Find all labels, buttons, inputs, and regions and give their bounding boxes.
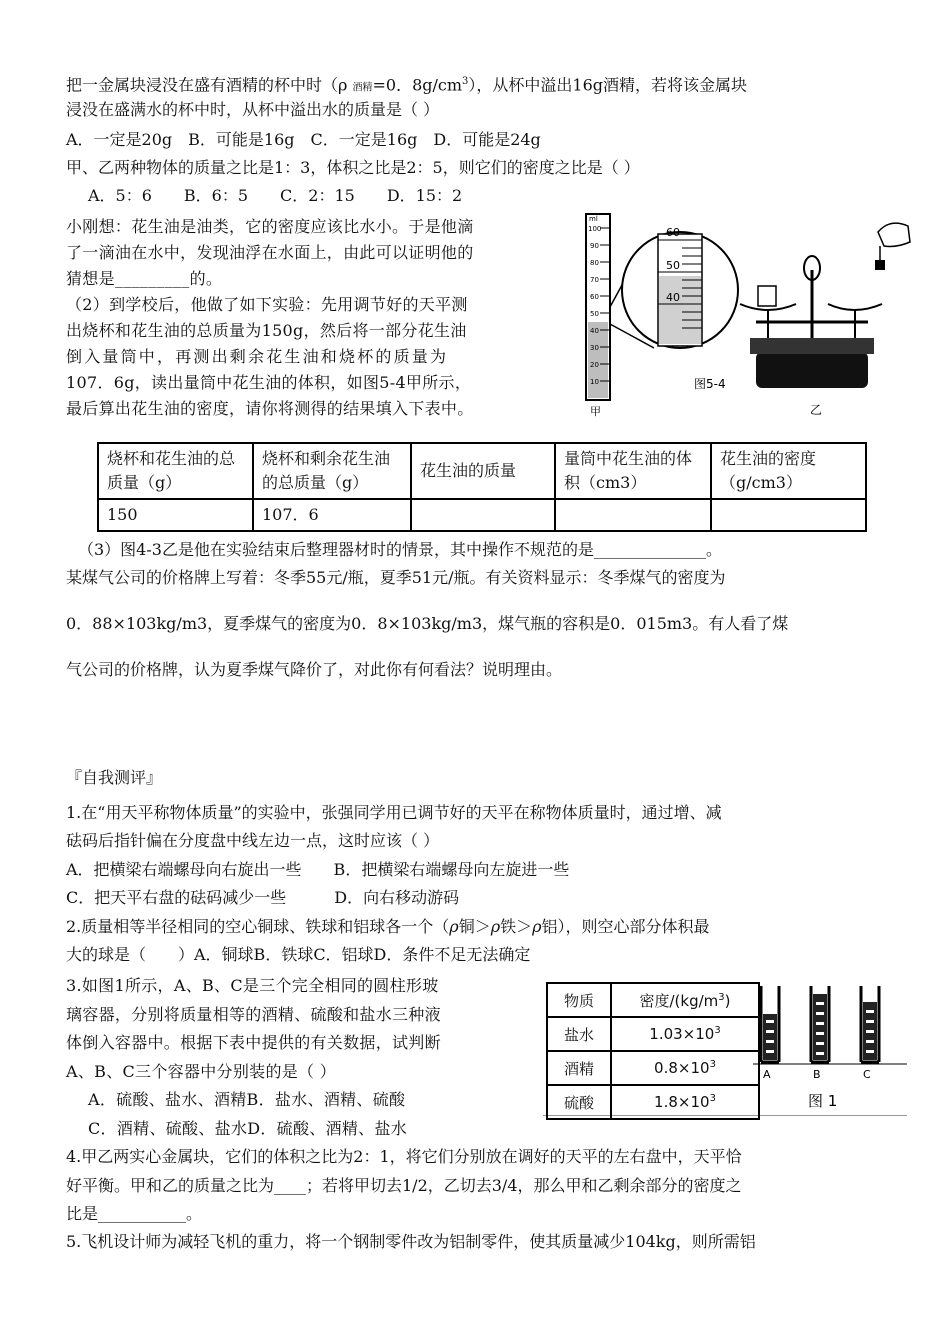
metal-question-line1 [66, 72, 747, 98]
ratio-question-stem: 甲、乙两种物体的质量之比是1：3，体积之比是2：5，则它们的密度之比是（ ） [66, 158, 640, 177]
density-header-text: 密度/(kg/m [639, 991, 719, 1010]
table-header-cell: 烧杯和剩余花生油的总质量（g） [253, 443, 411, 499]
cubic-superscript: 3 [462, 76, 469, 87]
oil-line: 小刚想：花生油是油类，它的密度应该比水小。于是他滴 [66, 217, 474, 236]
rho-symbol: ρ [490, 917, 501, 936]
density-base: 0.8×10 [654, 1059, 710, 1077]
q1-line2: 砝码后指针偏在分度盘中线左边一点，这时应该（ ） [66, 831, 440, 850]
oil-line: 最后算出花生油的密度，请你将测得的结果填入下表中。 [66, 399, 474, 418]
oil-line: 了一滴油在水中，发现油浮在水面上，由此可以证明他的 [66, 243, 474, 262]
q2-copper: 铜＞ [458, 917, 491, 936]
substance-name: 酒精 [547, 1051, 611, 1085]
density-header-substance: 物质 [547, 983, 611, 1017]
q3-line: 体倒入容器中。根据下表中提供的有关数据，试判断 [66, 1033, 441, 1052]
q2-line2: 大的球是（ ）A．铜球B．铁球C．铝球D．条件不足无法确定 [66, 945, 531, 964]
scale-label: 70 [590, 276, 599, 284]
gas-question-line: 某煤气公司的价格牌上写着：冬季55元/瓶，夏季51元/瓶。有关资料显示：冬季煤气的密度为 [66, 568, 726, 587]
oil-question-text [66, 214, 561, 422]
scale-label: 40 [590, 327, 599, 335]
oil-line: 107．6g，读出量筒中花生油的体积，如图5-4甲所示， [66, 373, 472, 392]
alcohol-subscript: 酒精 [352, 82, 373, 94]
oil-results-table [97, 442, 867, 532]
oil-part3: （3）图4-3乙是他在实验结束后整理器材时的情景，其中操作不规范的是______________。 [78, 540, 722, 559]
q5-line1: 5.飞机设计师为减轻飞机的重力，将一个钢制零件改为铝制零件，使其质量减少104kg，则所需铝 [66, 1232, 756, 1251]
answer-cell-volume[interactable] [555, 499, 711, 531]
substance-name: 盐水 [547, 1017, 611, 1051]
figure-1-caption: 图 1 [808, 1092, 838, 1110]
density-table-header [547, 983, 759, 1017]
q1-options-ab: A．把横梁右端螺母向右旋出一些 B．把横梁右端螺母向左旋进一些 [66, 860, 570, 879]
container-b [811, 986, 829, 1062]
figure-5-4-drawing [578, 212, 913, 420]
density-table [546, 982, 760, 1120]
ratio-question-options: A．5：6 B．6：5 C．2：15 D．15：2 [88, 186, 463, 205]
table-cell: 150 [98, 499, 253, 531]
density-exp: 3 [709, 1093, 716, 1104]
container-a [761, 986, 779, 1062]
table-cell: 107．6 [253, 499, 411, 531]
answer-cell-mass[interactable] [411, 499, 555, 531]
figure-caption: 图5-4 [694, 377, 726, 391]
zoom-oil [659, 276, 701, 344]
scale-label: 80 [590, 259, 599, 267]
table-row [547, 1017, 759, 1051]
scale-label: 20 [590, 361, 599, 369]
q3-line: 璃容器，分别将质量相等的酒精、硫酸和盐水三种液 [66, 1004, 441, 1024]
q4-line2: 好平衡。甲和乙的质量之比为____；若将甲切去1/2，乙切去3/4，那么甲和乙剩余部分的密度之 [66, 1176, 742, 1195]
self-test-title: 『自我测评』 [66, 768, 163, 787]
balance-drawing [740, 223, 910, 388]
table-row [98, 499, 866, 531]
density-value [611, 1051, 759, 1085]
table-header-row [98, 443, 866, 499]
scale-label: 100 [588, 225, 602, 233]
oil-line: 猜想是_________的。 [66, 269, 223, 288]
label-jia: 甲 [590, 405, 601, 418]
scale-label: 10 [590, 378, 599, 386]
zoom-label: 60 [666, 226, 680, 239]
q1-line1: 1.在“用天平称物体质量”的实验中，张强同学用已调节好的天平在称物体质量时，通过增、减 [66, 803, 722, 822]
density-exp: 3 [709, 1059, 716, 1070]
oil-line: 倒入量筒中，再测出剩余花生油和烧杯的质量为 [66, 347, 449, 366]
cylinder-unit-label: ml [589, 215, 598, 223]
density-base: 1.8×10 [654, 1093, 710, 1111]
container-label: A [763, 1068, 771, 1081]
q3-line: 3.如图1所示，A、B、C是三个完全相同的圆柱形玻 [66, 976, 439, 995]
q2-line1 [66, 917, 710, 937]
metal-text-c: ），从杯中溢出16g酒精，若将该金属块 [468, 75, 748, 95]
density-header-sup: 3 [718, 991, 725, 1003]
q3-text [66, 972, 536, 1143]
container-label: B [813, 1068, 821, 1081]
oil-line: 出烧杯和花生油的总质量为150g，然后将一部分花生油 [66, 321, 467, 340]
q4-line3: 比是___________。 [66, 1204, 203, 1223]
zoom-label: 40 [666, 291, 680, 304]
scale-label: 50 [590, 310, 599, 318]
gas-question-line: 0．88×103kg/m3，夏季煤气的密度为0．8×103kg/m3，煤气瓶的容积是0．015m3。有人看了煤 [66, 614, 789, 633]
density-value [611, 1017, 759, 1051]
table-header-cell: 烧杯和花生油的总质量（g） [98, 443, 253, 499]
q2-text: 2.质量相等半径相同的空心铜球、铁球和铝球各一个（ [66, 917, 450, 936]
density-header-value [611, 983, 759, 1017]
figure-5-4 [578, 212, 913, 420]
table-header-cell: 量筒中花生油的体积（cm3） [555, 443, 711, 499]
metal-text-b: =0．8g/cm [372, 75, 463, 95]
metal-question-options: A．一定是20g B．可能是16g C．一定是16g D．可能是24g [66, 130, 541, 149]
gas-question-line: 气公司的价格牌，认为夏季煤气降价了，对此你有何看法？说明理由。 [66, 660, 563, 679]
metal-question-line2: 浸没在盛满水的杯中时，从杯中溢出水的质量是（ ） [66, 100, 440, 119]
oil-line: （2）到学校后，他做了如下实验：先用调节好的天平测 [66, 295, 468, 314]
substance-name: 硫酸 [547, 1085, 611, 1119]
density-header-close: ) [724, 991, 731, 1010]
answer-cell-density[interactable] [711, 499, 866, 531]
q4-line1: 4.甲乙两实心金属块，它们的体积之比为2：1，将它们分别放在调好的天平的左右盘中，天平恰 [66, 1147, 742, 1166]
figure-1 [543, 980, 907, 1116]
q2-text-end: ，则空心部分体积最 [565, 917, 710, 936]
containers-drawing [753, 980, 907, 1115]
density-base: 1.03×10 [649, 1025, 715, 1043]
rho-symbol: ρ [532, 917, 542, 936]
q2-aluminum: 铝） [541, 917, 566, 936]
scale-label: 90 [590, 242, 599, 250]
density-exp: 3 [714, 1025, 721, 1036]
q1-options-cd: C．把天平右盘的砝码减少一些 D．向右移动游码 [66, 888, 460, 907]
zoom-label: 50 [666, 259, 680, 272]
container-c [861, 986, 879, 1062]
q3-line: C．酒精、硫酸、盐水D．硫酸、酒精、盐水 [88, 1118, 408, 1138]
q2-iron: 铁＞ [500, 917, 533, 936]
q3-line: A．硫酸、盐水、酒精B．盐水、酒精、硫酸 [88, 1090, 406, 1109]
scale-label: 60 [590, 293, 599, 301]
scale-label: 30 [590, 344, 599, 352]
container-label: C [863, 1068, 871, 1081]
table-header-cell: 花生油的密度（g/cm3） [711, 443, 866, 499]
label-yi: 乙 [810, 403, 823, 417]
rho-symbol: ρ [449, 917, 459, 936]
table-header-cell: 花生油的质量 [411, 443, 555, 499]
metal-text-a: 把一金属块浸没在盛有酒精的杯中时（ρ [66, 75, 353, 95]
q3-line: A、B、C三个容器中分别装的是（ ） [66, 1061, 337, 1081]
density-value [611, 1085, 759, 1119]
table-row [547, 1051, 759, 1085]
table-row [547, 1085, 759, 1119]
